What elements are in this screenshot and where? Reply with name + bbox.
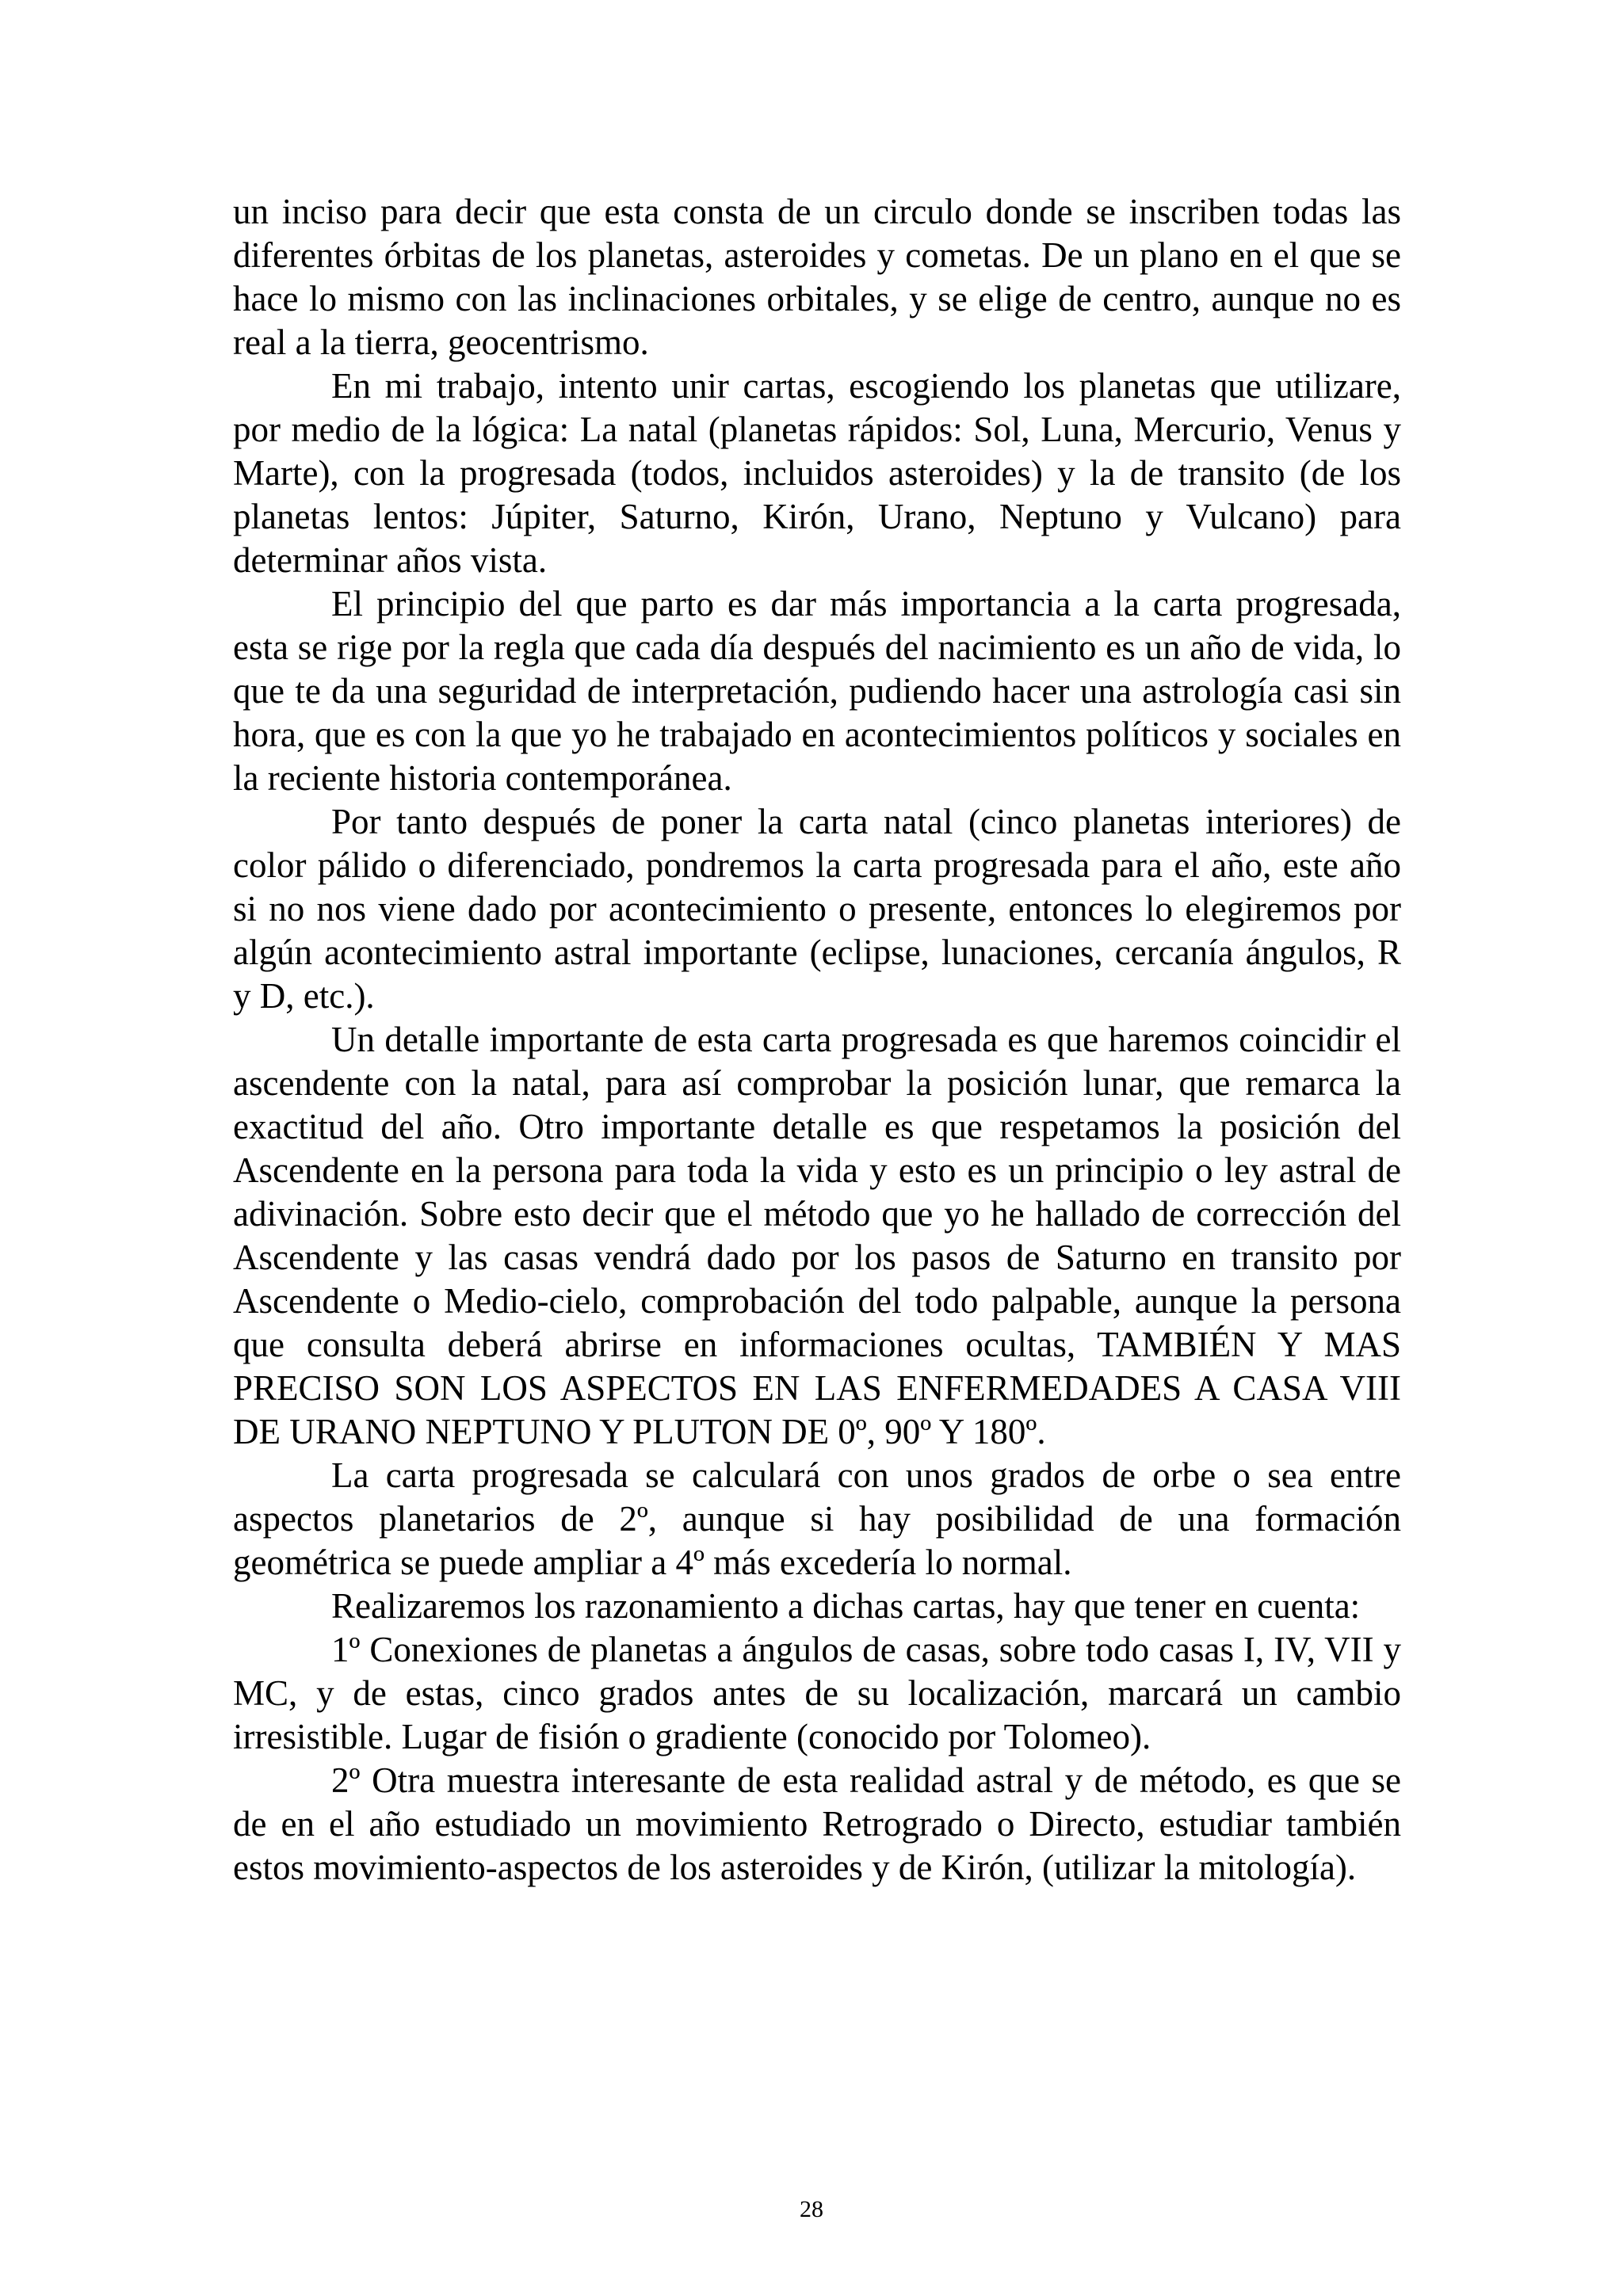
list-paragraph: 2º Otra muestra interesante de esta realidad astral y de método, es que se de en el año estudiado un movimiento Retrogrado o Directo, estudiar también estos movimiento-aspectos de los asteroides y de Kirón, (utilizar la mitología). — [233, 1760, 1401, 1887]
body-text — [233, 190, 1401, 1890]
paragraph: Por tanto después de poner la carta natal (cinco planetas interiores) de color pálido o diferenciado, pondremos la carta progresada para el año, este año si no nos viene dado por acontecimiento o presente, entonces lo elegiremos por algún acontecimiento astral importante (eclipse, lunaciones, cercanía ángulos, R y D, etc.). — [233, 802, 1401, 1016]
paragraph: La carta progresada se calculará con unos grados de orbe o sea entre aspectos planetarios de 2º, aunque si hay posibilidad de una formación geométrica se puede ampliar a 4º más excedería lo normal. — [233, 1455, 1401, 1582]
page-number: 28 — [800, 2196, 823, 2222]
paragraph: En mi trabajo, intento unir cartas, escogiendo los planetas que utilizare, por medio de la lógica: La natal (planetas rápidos: Sol, Luna, Mercurio, Venus y Marte), con la progresada (todos, incluidos asteroides) y la de transito (de los planetas lentos: Júpiter, Saturno, Kirón, Urano, Neptuno y Vulcano) para determinar años vista. — [233, 366, 1401, 580]
paragraph-continuation: un inciso para decir que esta consta de un circulo donde se inscriben todas las diferentes órbitas de los planetas, asteroides y cometas. De un plano en el que se hace lo mismo con las inclinaciones orbitales, y se elige de centro, aunque no es real a la tierra, geocentrismo. — [233, 192, 1401, 362]
paragraph: El principio del que parto es dar más importancia a la carta progresada, esta se rige por la regla que cada día después del nacimiento es un año de vida, lo que te da una seguridad de interpretación, pudiendo hacer una astrología casi sin hora, que es con la que yo he trabajado en acontecimientos políticos y sociales en la reciente historia contemporánea. — [233, 584, 1401, 798]
paragraph: Realizaremos los razonamiento a dichas cartas, hay que tener en cuenta: — [331, 1586, 1361, 1626]
paragraph: Un detalle importante de esta carta progresada es que haremos coincidir el ascendente con la natal, para así comprobar la posición lunar, que remarca la exactitud del año. Otro importante detalle es que respetamos la posición del Ascendente en la persona para toda la vida y esto es un principio o ley astral de adivinación. Sobre esto decir que el método que yo he hallado de corrección del Ascendente y las casas vendrá dado por los pasos de Saturno en transito por Ascendente o Medio-cielo, comprobación del todo palpable, aunque la persona que consulta deberá abrirse en informaciones ocultas, TAMBIÉN Y MAS PRECISO SON LOS ASPECTOS EN LAS ENFERMEDADES A CASA VIII DE URANO NEPTUNO Y PLUTON DE 0º, 90º Y 180º. — [233, 1020, 1401, 1451]
list-paragraph: 1º Conexiones de planetas a ángulos de casas, sobre todo casas I, IV, VII y MC, y de estas, cinco grados antes de su localización, marcará un cambio irresistible. Lugar de fisión o gradiente (conocido por Tolomeo). — [233, 1630, 1401, 1756]
